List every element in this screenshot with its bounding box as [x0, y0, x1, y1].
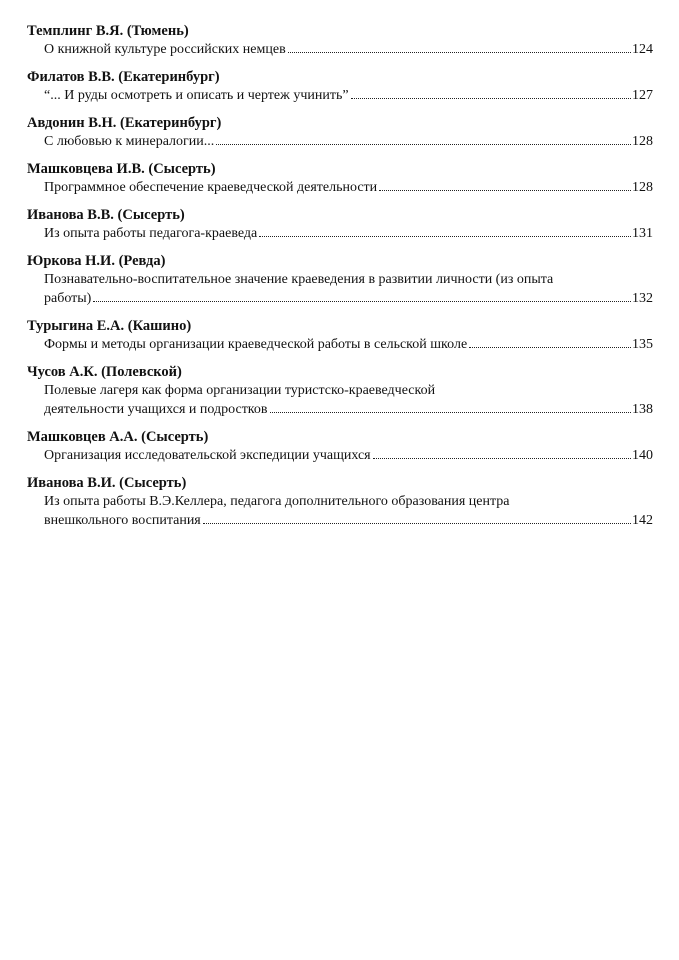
toc-entry-author: Авдонин В.Н. (Екатеринбург)	[27, 115, 222, 131]
toc-entry-title	[27, 40, 653, 59]
toc-entry-title	[27, 178, 653, 197]
toc-entry-title	[27, 270, 653, 308]
toc-entry-title-text: Организация исследовательской экспедиции учащихся	[44, 448, 371, 463]
toc-entry-title-text: “... И руды осмотреть и описать и чертеж учинить”	[44, 88, 349, 103]
toc-entry-page-number: 128	[632, 180, 653, 195]
toc-entry-title-text: Формы и методы организации краеведческой работы в сельской школе	[44, 337, 468, 352]
toc-entry	[27, 160, 653, 197]
dot-leader	[379, 190, 631, 191]
toc-entry-title-text: Из опыта работы педагога-краеведа	[44, 226, 258, 241]
toc-entry-author: Иванова В.И. (Сысерть)	[27, 475, 187, 491]
toc-entry-author: Темплинг В.Я. (Тюмень)	[27, 23, 189, 39]
toc-entry-title-text: Программное обеспечение краеведческой деятельности	[44, 180, 378, 195]
toc-entry-title-text: О книжной культуре российских немцев	[44, 42, 286, 57]
toc-entry	[27, 428, 653, 465]
dot-leader	[93, 301, 631, 302]
toc-entry-page-number: 132	[632, 291, 653, 306]
toc-entry-author: Машковцева И.В. (Сысерть)	[27, 161, 216, 177]
toc-entry-title-last-line	[44, 289, 653, 308]
toc-entry-title-last-line	[44, 446, 653, 465]
toc-entry-title-text: работы)	[44, 291, 92, 306]
toc-entry-title-text: С любовью к минералогии...	[44, 134, 215, 149]
dot-leader	[288, 52, 631, 53]
toc-entry-title	[27, 446, 653, 465]
toc-entry-title-text: внешкольного воспитания	[44, 513, 201, 528]
toc-entry-author: Юркова Н.И. (Ревда)	[27, 253, 166, 269]
toc-entry-title-last-line	[44, 178, 653, 197]
toc-entry-title	[27, 86, 653, 105]
toc-entry-title	[27, 132, 653, 151]
toc-entry-author: Машковцев А.А. (Сысерть)	[27, 429, 209, 445]
toc-entry	[27, 114, 653, 151]
toc-entry-page-number: 140	[632, 448, 653, 463]
toc-entry-author: Филатов В.В. (Екатеринбург)	[27, 69, 220, 85]
toc-entry-title-last-line	[44, 132, 653, 151]
toc-entry-author: Иванова В.В. (Сысерть)	[27, 207, 185, 223]
toc-entry-title	[27, 335, 653, 354]
toc-entry-title-first-line: Из опыта работы В.Э.Келлера, педагога дополнительного образования центра	[44, 494, 510, 509]
toc-entry	[27, 317, 653, 354]
table-of-contents	[27, 22, 653, 539]
toc-entry	[27, 68, 653, 105]
toc-entry-title-last-line	[44, 40, 653, 59]
toc-entry-author: Турыгина Е.А. (Кашино)	[27, 318, 192, 334]
dot-leader	[351, 98, 631, 99]
toc-entry-page-number: 131	[632, 226, 653, 241]
toc-entry-title-last-line	[44, 224, 653, 243]
dot-leader	[373, 458, 631, 459]
toc-entry-page-number: 128	[632, 134, 653, 149]
toc-entry	[27, 22, 653, 59]
toc-entry-title	[27, 381, 653, 419]
toc-entry-title-last-line	[44, 335, 653, 354]
toc-entry-page-number: 124	[632, 42, 653, 57]
toc-entry	[27, 206, 653, 243]
toc-entry-title	[27, 224, 653, 243]
dot-leader	[203, 523, 631, 524]
toc-entry-title-first-line: Полевые лагеря как форма организации туристско-краеведческой	[44, 383, 436, 398]
toc-entry	[27, 363, 653, 419]
toc-entry-title-last-line	[44, 86, 653, 105]
toc-entry-title-last-line	[44, 511, 653, 530]
toc-entry-title-text: деятельности учащихся и подростков	[44, 402, 268, 417]
toc-entry	[27, 252, 653, 308]
toc-entry-title-last-line	[44, 400, 653, 419]
dot-leader	[469, 347, 631, 348]
dot-leader	[216, 144, 631, 145]
toc-entry	[27, 474, 653, 530]
toc-entry-page-number: 127	[632, 88, 653, 103]
toc-entry-page-number: 135	[632, 337, 653, 352]
toc-entry-page-number: 142	[632, 513, 653, 528]
toc-entry-author: Чусов А.К. (Полевской)	[27, 364, 182, 380]
toc-entry-page-number: 138	[632, 402, 653, 417]
toc-entry-title-first-line: Познавательно-воспитательное значение краеведения в развитии личности (из опыта	[44, 272, 554, 287]
toc-entry-title	[27, 492, 653, 530]
dot-leader	[259, 236, 631, 237]
dot-leader	[270, 412, 631, 413]
